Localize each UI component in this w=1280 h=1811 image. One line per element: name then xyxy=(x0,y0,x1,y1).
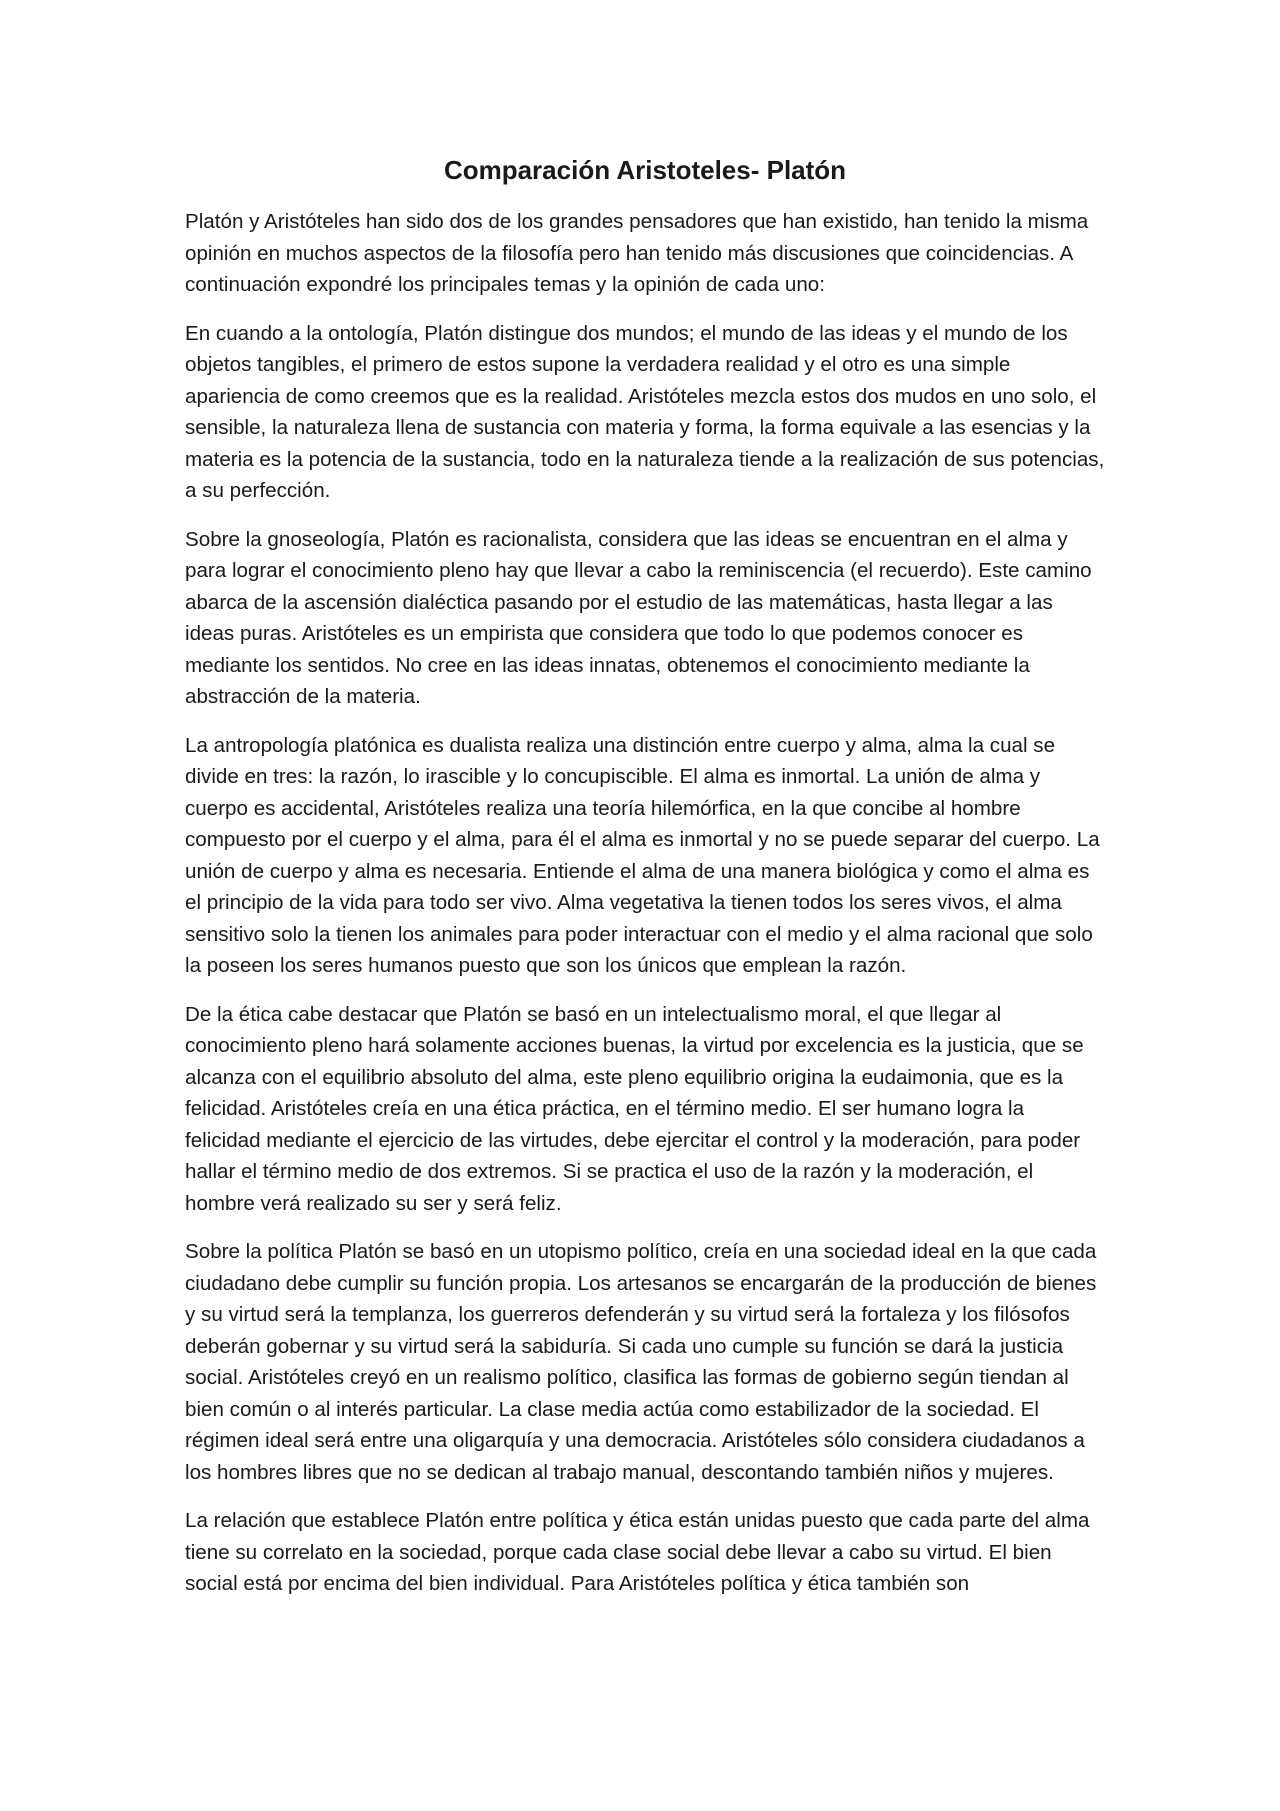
document-title: Comparación Aristoteles- Platón xyxy=(443,155,847,185)
paragraph-gnoseology: Sobre la gnoseología, Platón es racionalista, considera que las ideas se encuentran en el alma y para lograr el conocimiento pleno hay que llevar a cabo la reminiscencia (el recuerdo). Este camino abarca de la ascensión dialéctica pasando por el estudio de las matemáticas, hasta llegar a las ideas puras. Aristóteles es un empirista que considera que todo lo que podemos conocer es mediante los sentidos. No cree en las ideas innatas, obtenemos el conocimiento mediante la abstracción de la materia. xyxy=(185,527,1092,708)
paragraph-ethics-politics-relation: La relación que establece Platón entre política y ética están unidas puesto que cada parte del alma tiene su correlato en la sociedad, porque cada clase social debe llevar a cabo su virtud. El bien social está por encima del bien individual. Para Aristóteles política y ética también son xyxy=(185,1509,1090,1595)
paragraph-ontology: En cuando a la ontología, Platón distingue dos mundos; el mundo de las ideas y el mundo de los objetos tangibles, el primero de estos supone la verdadera realidad y el otro es una simple apariencia de como creemos que es la realidad. Aristóteles mezcla estos dos mudos en uno solo, el sensible, la naturaleza llena de sustancia con materia y forma, la forma equivale a las esencias y la materia es la potencia de la sustancia, todo en la naturaleza tiende a la realización de sus potencias, a su perfección. xyxy=(185,321,1105,502)
paragraph-anthropology: La antropología platónica es dualista realiza una distinción entre cuerpo y alma, alma la cual se divide en tres: la razón, lo irascible y lo concupiscible. El alma es inmortal. La unión de alma y cuerpo es accidental, Aristóteles realiza una teoría hilemórfica, en la que concibe al hombre compuesto por el cuerpo y el alma, para él el alma es inmortal y no se puede separar del cuerpo. La unión de cuerpo y alma es necesaria. Entiende el alma de una manera biológica y como el alma es el principio de la vida para todo ser vivo. Alma vegetativa la tienen todos los seres vivos, el alma sensitivo solo la tienen los animales para poder interactuar con el medio y el alma racional que solo la poseen los seres humanos puesto que son los únicos que emplean la razón. xyxy=(185,733,1100,977)
paragraph-politics: Sobre la política Platón se basó en un utopismo político, creía en una sociedad ideal en la que cada ciudadano debe cumplir su función propia. Los artesanos se encargarán de la producción de bienes y su virtud será la templanza, los guerreros defenderán y su virtud será la fortaleza y los filósofos deberán gobernar y su virtud será la sabiduría. Si cada uno cumple su función se dará la justicia social. Aristóteles creyó en un realismo político, clasifica las formas de gobierno según tiendan al bien común o al interés particular. La clase media actúa como estabilizador de la sociedad. El régimen ideal será entre una oligarquía y una democracia. Aristóteles sólo considera ciudadanos a los hombres libres que no se dedican al trabajo manual, descontando también niños y mujeres. xyxy=(185,1240,1097,1484)
document-body xyxy=(185,152,1105,1617)
paragraph-intro: Platón y Aristóteles han sido dos de los grandes pensadores que han existido, han tenido la misma opinión en muchos aspectos de la filosofía pero han tenido más discusiones que coincidencias. A continuación expondré los principales temas y la opinión de cada uno: xyxy=(185,210,1089,296)
paragraph-ethics: De la ética cabe destacar que Platón se basó en un intelectualismo moral, el que llegar al conocimiento pleno hará solamente acciones buenas, la virtud por excelencia es la justicia, que se alcanza con el equilibrio absoluto del alma, este pleno equilibrio origina la eudaimonia, que es la felicidad. Aristóteles creía en una ética práctica, en el término medio. El ser humano logra la felicidad mediante el ejercicio de las virtudes, debe ejercitar el control y la moderación, para poder hallar el término medio de dos extremos. Si se practica el uso de la razón y la moderación, el hombre verá realizado su ser y será feliz. xyxy=(185,1002,1084,1215)
